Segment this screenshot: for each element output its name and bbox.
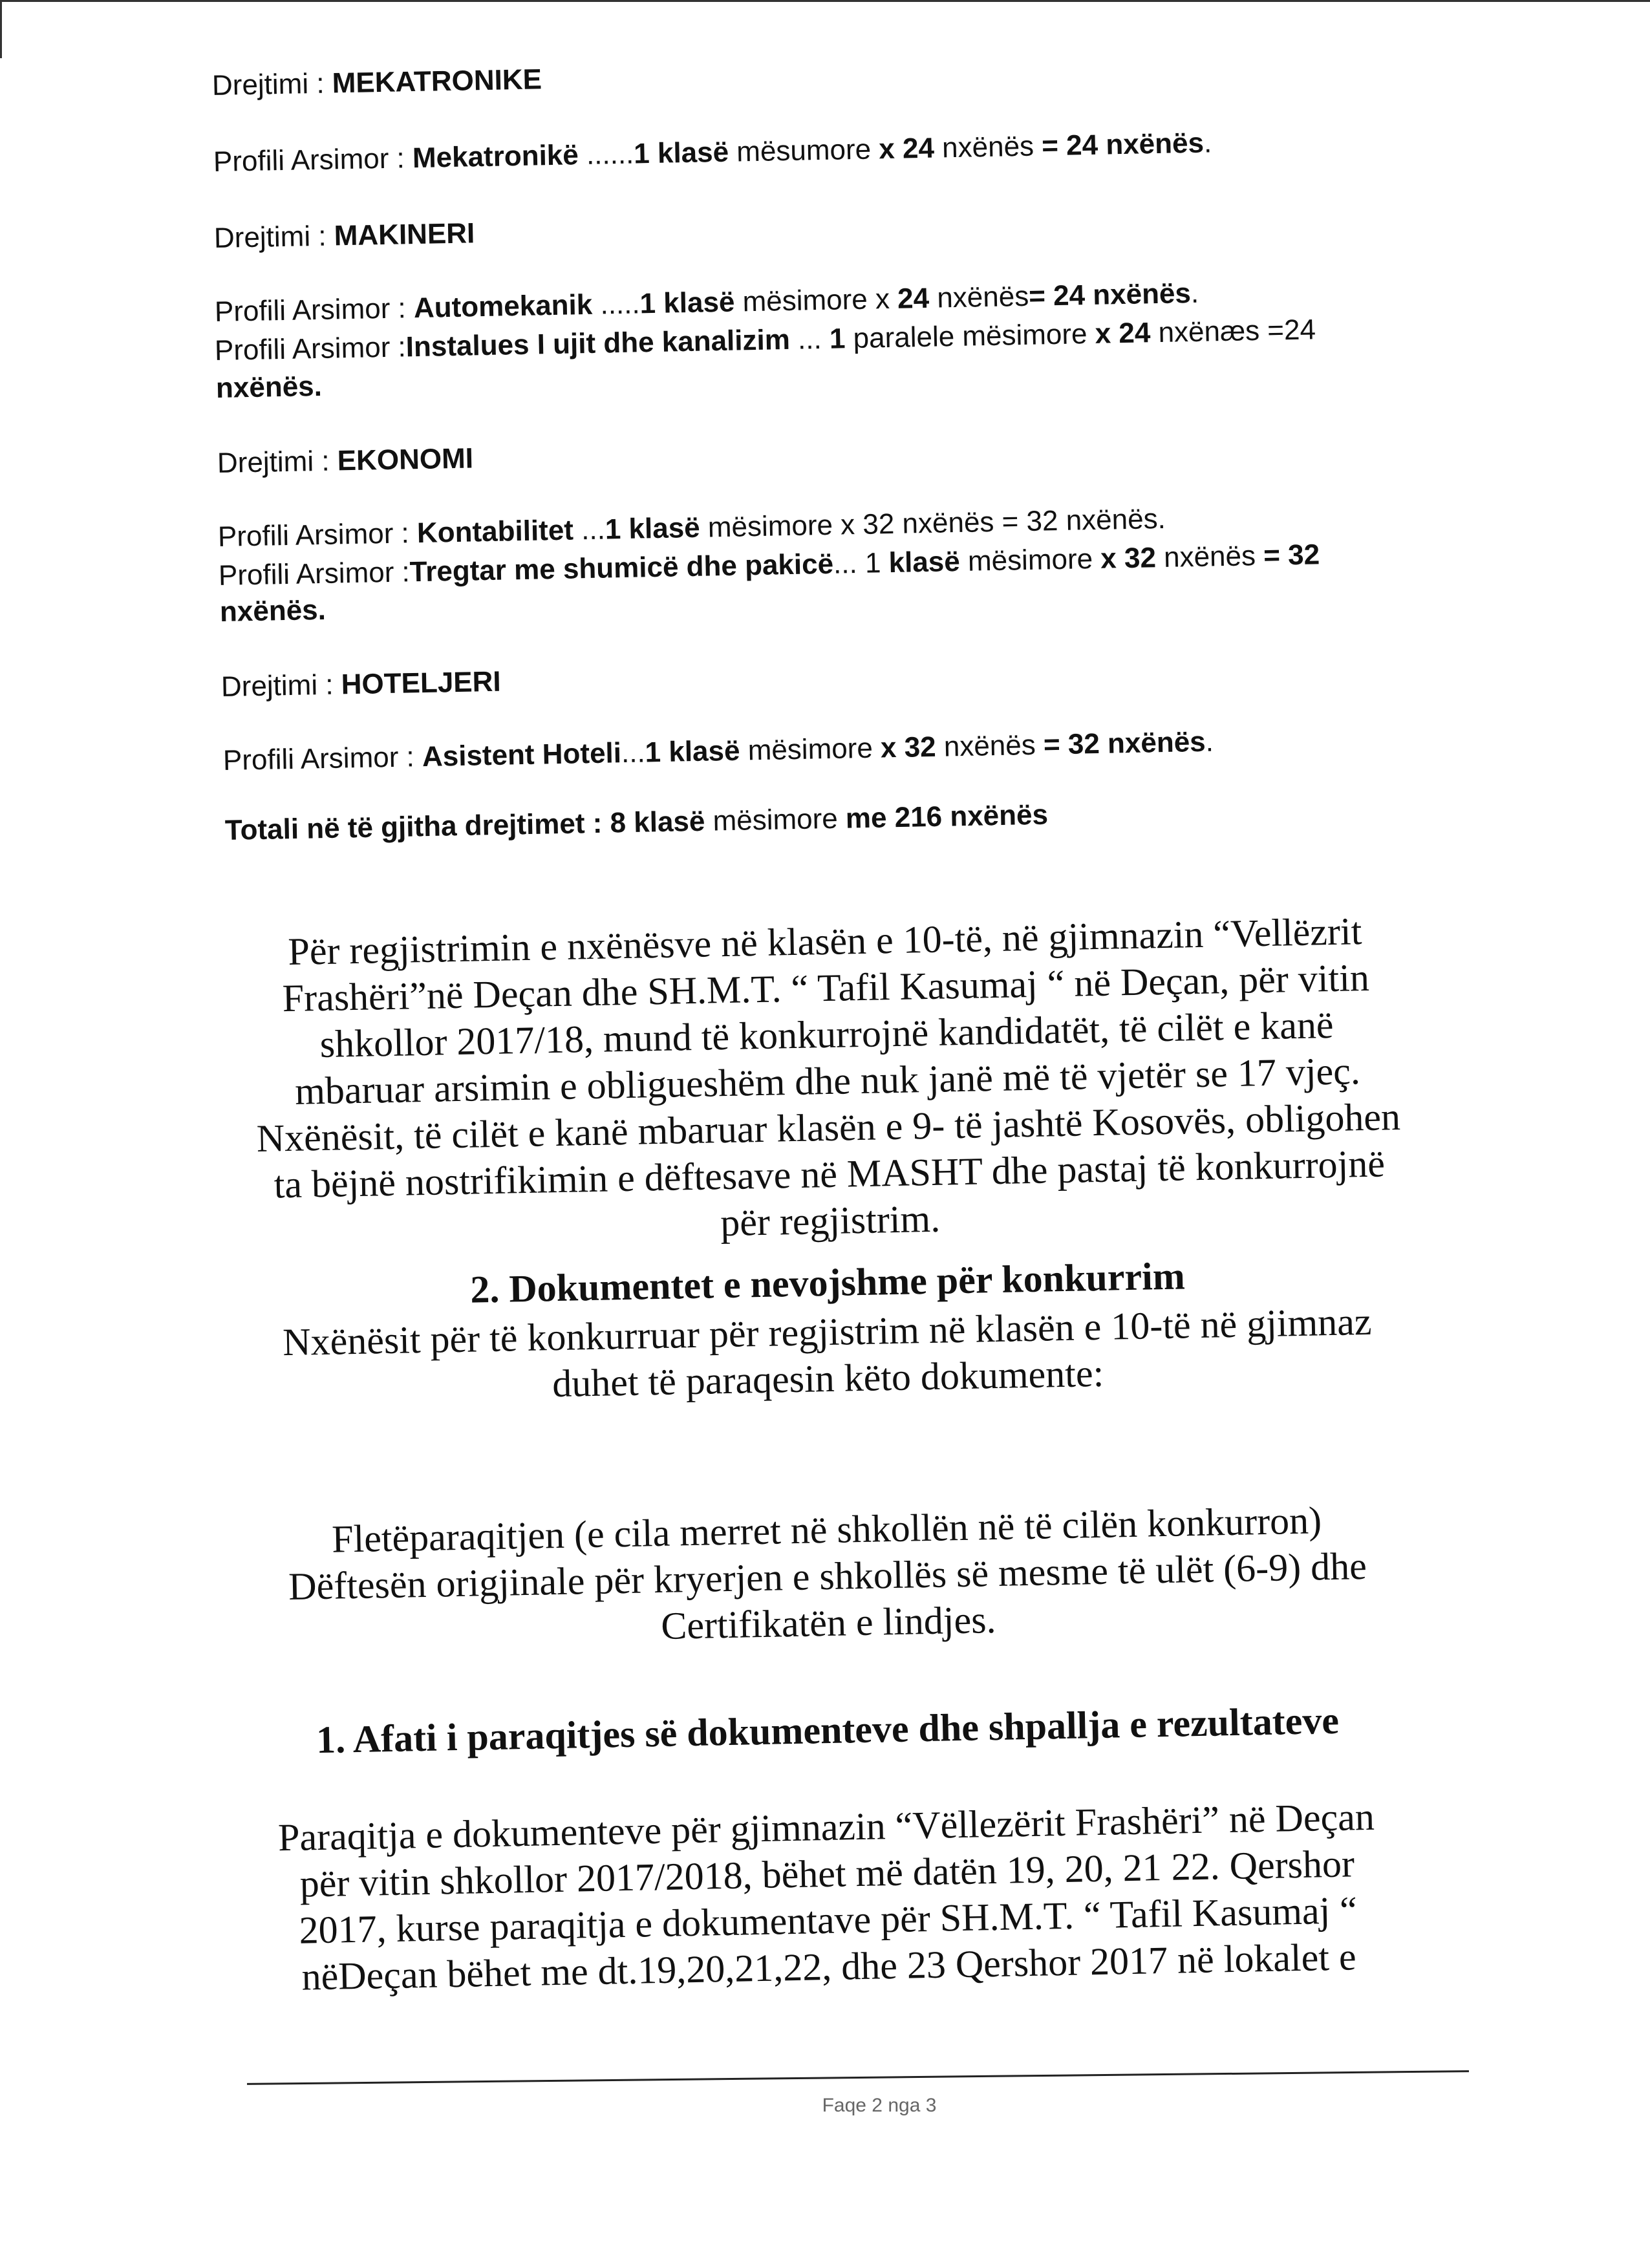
profile-line: Profili Arsimor : Automekanik .....1 klasë mësimore x 24 nxënës= 24 nxënës. — [214, 277, 1199, 328]
para-line: Frashëri”në Deçan dhe SH.M.T. “ Tafil Kasumaj “ në Deçan, për vitin — [282, 956, 1370, 1020]
drejtimi-ekonomi: Drejtimi : EKONOMI — [217, 442, 474, 479]
intro-paragraph — [191, 906, 1464, 1256]
para-line: për vitin shkollor 2017/2018, bëhet më datën 19, 20, 21 22. Qershor — [299, 1842, 1355, 1905]
para-line: 2017, kurse paraqitja e dokumentave për SH.M.T. “ Tafil Kasumaj “ — [298, 1888, 1358, 1952]
para-line: Për regjistrimin e nxënësve në klasën e 10-të, në gjimnazin “Vellëzrit — [287, 910, 1362, 973]
para-line: ta bëjnë nostrifikimin e dëftesave në MASHT dhe pastaj të konkurrojnë — [273, 1142, 1386, 1206]
profile-line: Profili Arsimor : Asistent Hoteli...1 klasë mësimore x 32 nxënës = 32 nxënës. — [222, 725, 1214, 776]
profile-line-cont: nxënës. — [219, 594, 327, 628]
profile-line: Profili Arsimor :Instalues I ujit dhe kanalizim ... 1 paralele mësimore x 24 nxënæs =24 — [214, 314, 1316, 367]
para-line: Nxënësit për të konkurruar për regjistrim në klasën e 10-të në gjimnaz — [282, 1300, 1372, 1364]
documents-list — [193, 1494, 1462, 1658]
drejtimi-mekatronike: Drejtimi : MEKATRONIKE — [211, 63, 542, 102]
profile-line: Profili Arsimor :Tregtar me shumicë dhe pakicë... 1 klasë mësimore x 32 nxënës = 32 — [218, 539, 1320, 592]
para-line: për regjistrim. — [720, 1197, 941, 1245]
deadline-paragraph — [192, 1792, 1462, 2002]
para-line: shkollor 2017/18, mund të konkurrojnë kandidatët, të cilët e kanë — [319, 1003, 1334, 1066]
para-line: duhet të paraqesin këto dokumente: — [552, 1351, 1104, 1406]
profile-line: Profili Arsimor : Kontabilitet ...1 klasë mësimore x 32 nxënës = 32 nxënës. — [217, 502, 1166, 553]
document-item: Certifikatën e lindjes. — [660, 1598, 997, 1647]
para-line: Paraqitja e dokumenteve për gjimnazin “Vëllezërit Frashëri” në Deçan — [277, 1795, 1375, 1859]
scan-edge-left — [0, 0, 28, 58]
section-heading-deadline: 1. Afati i paraqitjes së dokumenteve dhe shpallja e rezultateve — [316, 1698, 1340, 1762]
document-item: Fletëparaqitjen (e cila merret në shkollën në të cilën konkurron) — [331, 1499, 1322, 1561]
total-line: Totali në të gjitha drejtimet : 8 klasë mësimore me 216 nxënës — [224, 798, 1049, 846]
profile-line: Profili Arsimor : Mekatronikë ......1 klasë mësumore x 24 nxënës = 24 nxënës. — [213, 127, 1212, 178]
drejtimi-hoteljeri: Drejtimi : HOTELJERI — [220, 665, 502, 703]
section-heading-documents: 2. Dokumentet e nevojshme për konkurrim — [469, 1254, 1186, 1311]
footer-divider — [247, 2070, 1469, 2085]
para-line: mbaruar arsimin e obligueshëm dhe nuk janë më të vjetër se 17 vjeç. — [294, 1049, 1361, 1113]
page-number: Faqe 2 nga 3 — [822, 2095, 937, 2116]
para-line: Nxënësit, të cilët e kanë mbaruar klasën e 9- të jashtë Kosovës, obligohen — [256, 1095, 1401, 1160]
profile-line-cont: nxënës. — [215, 370, 323, 404]
scan-edge — [0, 0, 1650, 3]
document-item: Dëftesën origjinale për kryerjen e shkollës së mesme të ulët (6-9) dhe — [288, 1544, 1367, 1609]
drejtimi-makineri: Drejtimi : MAKINERI — [213, 217, 475, 254]
para-line: nëDeçan bëhet me dt.19,20,21,22, dhe 23 Qershor 2017 në lokalet e — [301, 1935, 1357, 1998]
